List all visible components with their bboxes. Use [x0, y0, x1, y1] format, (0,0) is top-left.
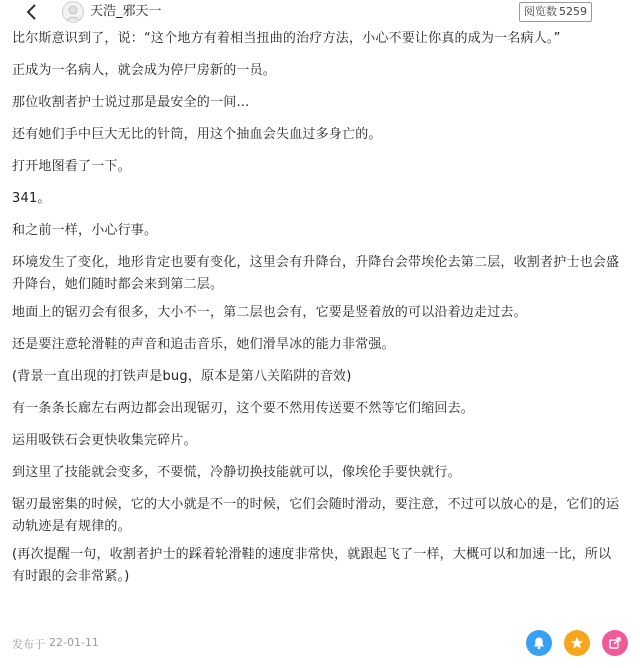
- paragraph: 那位收割者护士说过那是最安全的一间…: [12, 95, 250, 110]
- post-date-label: 发布于: [12, 638, 45, 651]
- paragraph: (背景一直出现的打铁声是bug，原本是第八关陷阱的音效): [12, 369, 352, 384]
- paragraph: 地面上的锯刃会有很多，大小不一，第二层也会有，它要是竖着放的可以沿着边走过去。: [12, 305, 527, 320]
- paragraph: 341。: [12, 191, 51, 206]
- paragraph: (再次提醒一句，收割者护士的踩着轮滑鞋的速度非常快，就跟起飞了一样，大概可以和加速一比，所以有时跟的会非常紧。): [12, 547, 612, 584]
- paragraph: 还有她们手中巨大无比的针筒，用这个抽血会失血过多身亡的。: [12, 127, 382, 142]
- paragraph: 到这里了技能就会变多，不要慌，冷静切换技能就可以，像埃伦手要快就行。: [12, 465, 461, 480]
- view-count-label: 阅览数: [524, 5, 557, 18]
- author-avatar[interactable]: [62, 1, 84, 23]
- back-chevron-icon[interactable]: [22, 2, 42, 22]
- paragraph: 运用吸铁石会更快收集完碎片。: [12, 433, 197, 448]
- view-count-value: 5259: [559, 5, 587, 18]
- paragraph: 打开地图看了一下。: [12, 159, 131, 174]
- post-date: [12, 636, 99, 652]
- paragraph: 还是要注意轮滑鞋的声音和追击音乐，她们滑旱冰的能力非常强。: [12, 337, 395, 352]
- share-icon[interactable]: [602, 630, 628, 656]
- top-bar: [0, 0, 640, 24]
- paragraph: 锯刃最密集的时候，它的大小就是不一的时候，它们会随时滑动，要注意，不过可以放心的是，它们的运动轨迹是有规律的。: [12, 497, 620, 534]
- paragraph: 有一条条长廊左右两边都会出现锯刃，这个要不然用传送要不然等它们缩回去。: [12, 401, 475, 416]
- paragraph: 和之前一样，小心行事。: [12, 223, 158, 238]
- paragraph: 正成为一名病人，就会成为停尸房新的一员。: [12, 63, 277, 78]
- author-name[interactable]: 天浩_邪天一: [90, 4, 162, 19]
- post-date-value: 22-01-11: [49, 636, 99, 649]
- article-body: [12, 28, 624, 588]
- star-icon[interactable]: [564, 630, 590, 656]
- paragraph: 环境发生了变化，地形肯定也要有变化，这里会有升降台，升降台会带埃伦去第二层，收割者护士也会盛升降台，她们随时都会来到第二层。: [12, 255, 620, 292]
- bell-icon[interactable]: [526, 630, 552, 656]
- paragraph: 比尔斯意识到了，说：“这个地方有着相当扭曲的治疗方法，小心不要让你真的成为一名病人。”: [12, 31, 561, 46]
- view-count-badge: [519, 2, 592, 22]
